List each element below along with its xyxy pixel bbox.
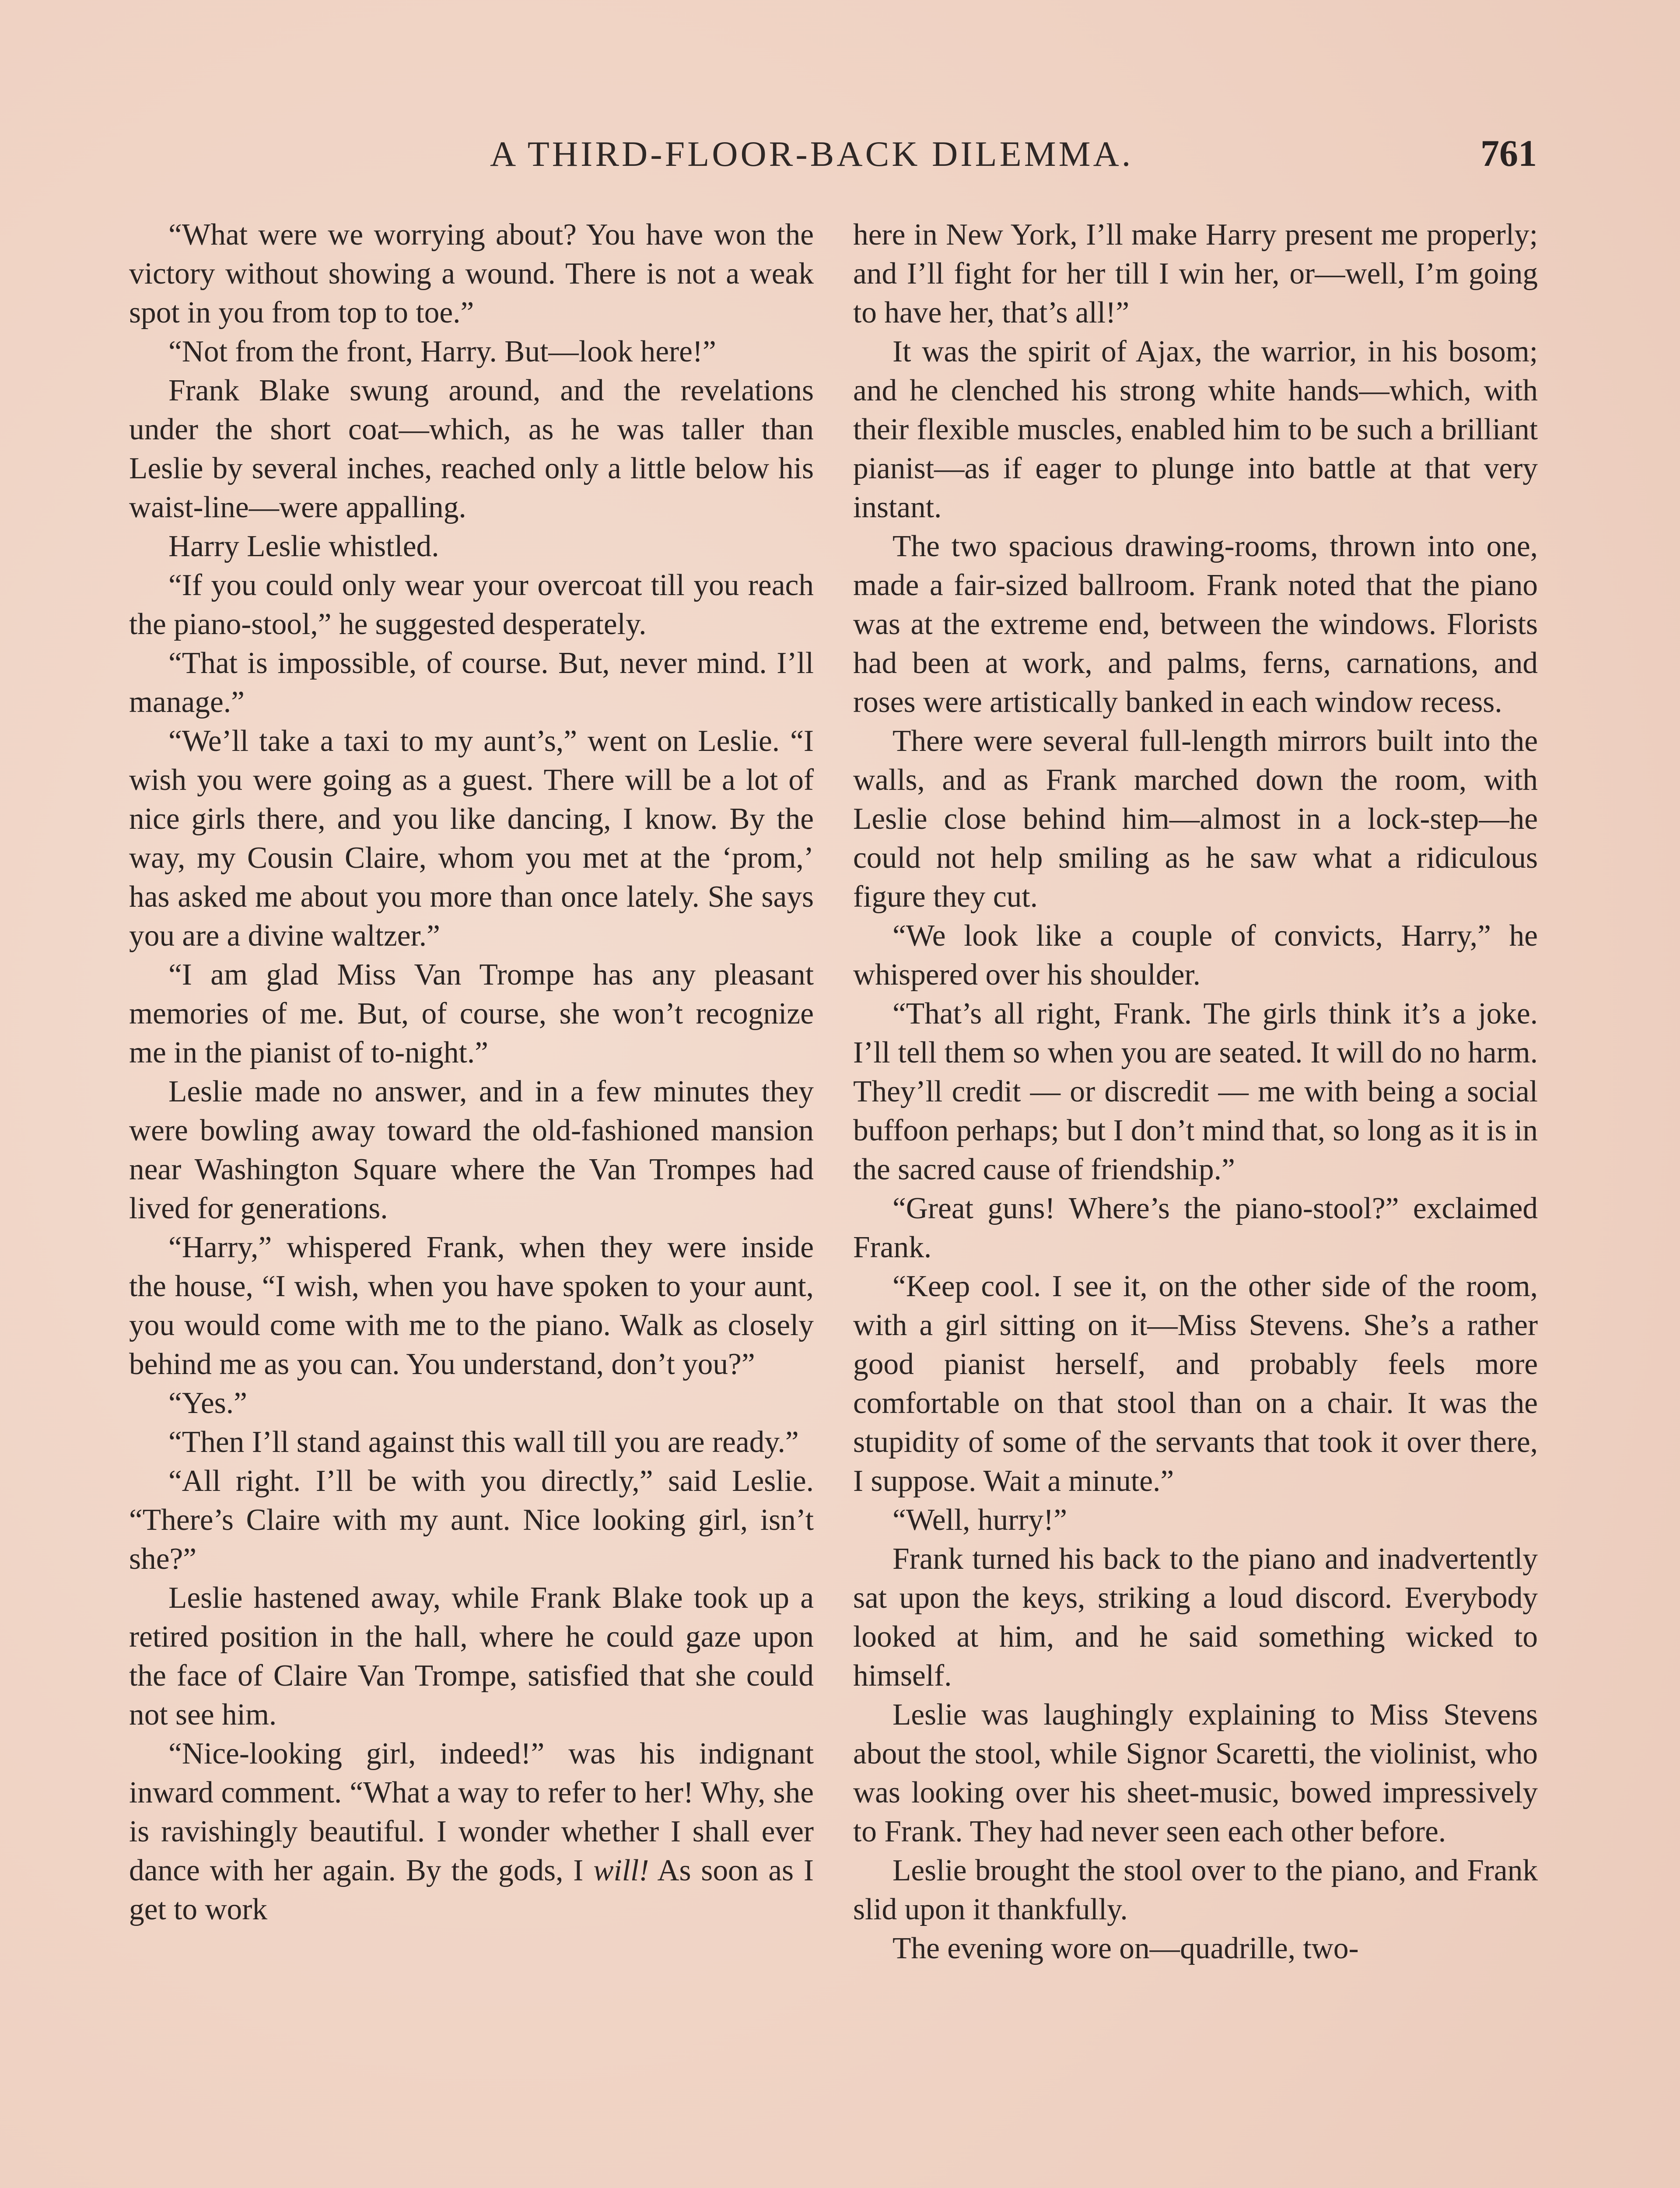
right-column	[853, 215, 1538, 1968]
paragraph-tail: As soon as I get to work	[129, 1854, 814, 1926]
paragraph: “If you could only wear your overcoat till you reach the piano-stool,” he suggested desperately.	[129, 568, 814, 641]
paragraph: “We look like a couple of convicts, Harry,” he whispered over his shoulder.	[853, 919, 1538, 992]
paragraph: “Keep cool. I see it, on the other side of the room, with a girl sitting on it—Miss Stevens. She’s a rather good pianist herself, and probably feels more comfortable on that stool than on a chair. It was the stupidity of some of the servants that took it over there, I suppose. Wait a minute.”	[853, 1269, 1538, 1498]
paragraph: “I am glad Miss Van Trompe has any pleasant memories of me. But, of course, she won’t recognize me in the pianist of to-night.”	[129, 958, 814, 1069]
paragraph: “Yes.”	[168, 1386, 247, 1420]
paragraph: Leslie made no answer, and in a few minutes they were bowling away toward the old-fashioned mansion near Washington Square where the Van Trompes had lived for generations.	[129, 1075, 814, 1225]
paragraph-continued: here in New York, I’ll make Harry present me properly; and I’ll fight for her till I win her, or—well, I’m going to have her, that’s all!”	[853, 218, 1538, 330]
paragraph-with-emphasis	[129, 1734, 814, 1929]
paragraph: There were several full-length mirrors built into the walls, and as Frank marched down the room, with Leslie close behind him—almost in a lock-step—he could not help smiling as he saw what a ridiculous figure they cut.	[853, 724, 1538, 914]
paragraph: “Then I’ll stand against this wall till you are ready.”	[168, 1425, 799, 1459]
paragraph: The two spacious drawing-rooms, thrown into one, made a fair-sized ballroom. Frank noted that the piano was at the extreme end, between the windows. Florists had been at work, and palms, ferns, carnations, and roses were artistically banked in each window recess.	[853, 529, 1538, 719]
paragraph: “What were we worrying about? You have won the victory without showing a wound. There is not a weak spot in you from top to toe.”	[129, 218, 814, 330]
paragraph: Leslie was laughingly explaining to Miss Stevens about the stool, while Signor Scaretti, the violinist, who was looking over his sheet-music, bowed impressively to Frank. They had never seen each other before.	[853, 1698, 1538, 1848]
paragraph-text: “Nice-looking girl, indeed!” was his indignant inward comment. “What a way to refer to her! Why, she is ravishingly beautiful. I wonder whether I shall ever dance with her again. By the gods, I	[129, 1737, 814, 1887]
paragraph: “That’s all right, Frank. The girls think it’s a joke. I’ll tell them so when you are seated. It will do no harm. They’ll credit — or discredit — me with being a social buffoon perhaps; but I don’t mind that, so long as it is in the sacred cause of friendship.”	[853, 997, 1538, 1186]
paragraph: “Great guns! Where’s the piano-stool?” exclaimed Frank.	[853, 1192, 1538, 1264]
paragraph: Leslie hastened away, while Frank Blake took up a retired position in the hall, where he could gaze upon the face of Claire Van Trompe, satisfied that she could not see him.	[129, 1581, 814, 1732]
page-number: 761	[1480, 132, 1537, 174]
paragraph: Harry Leslie whistled.	[168, 529, 439, 563]
paragraph: It was the spirit of Ajax, the warrior, in his bosom; and he clenched his strong white hands—which, with their flexible muscles, enabled him to be such a brilliant pianist—as if eager to plunge into battle at that very instant.	[853, 335, 1538, 524]
paragraph: “Well, hurry!”	[892, 1503, 1067, 1537]
paragraph: “All right. I’ll be with you directly,” said Leslie. “There’s Claire with my aunt. Nice looking girl, isn’t she?”	[129, 1464, 814, 1576]
paragraph: The evening wore on—quadrille, two-	[892, 1932, 1359, 1965]
paragraph: Frank Blake swung around, and the revelations under the short coat—which, as he was taller than Leslie by several inches, reached only a little below his waist-line—were appalling.	[129, 374, 814, 524]
paragraph: “We’ll take a taxi to my aunt’s,” went on Leslie. “I wish you were going as a guest. There will be a lot of nice girls there, and you like dancing, I know. By the way, my Cousin Claire, whom you met at the ‘prom,’ has asked me about you more than once lately. She says you are a divine waltzer.”	[129, 724, 814, 953]
emphasis-text: will!	[593, 1854, 649, 1887]
paragraph: “Harry,” whispered Frank, when they were inside the house, “I wish, when you have spoken to your aunt, you would come with me to the piano. Walk as closely behind me as you can. You understand, don’t you?”	[129, 1231, 814, 1381]
paragraph: Leslie brought the stool over to the piano, and Frank slid upon it thankfully.	[853, 1854, 1538, 1926]
paragraph: Frank turned his back to the piano and inadvertently sat upon the keys, striking a loud discord. Everybody looked at him, and he said something wicked to himself.	[853, 1542, 1538, 1693]
paragraph: “That is impossible, of course. But, never mind. I’ll manage.”	[129, 646, 814, 719]
paragraph: “Not from the front, Harry. But—look here!”	[168, 335, 716, 368]
running-title: A THIRD-FLOOR-BACK DILEMMA.	[490, 134, 1134, 174]
left-column	[129, 215, 814, 1929]
